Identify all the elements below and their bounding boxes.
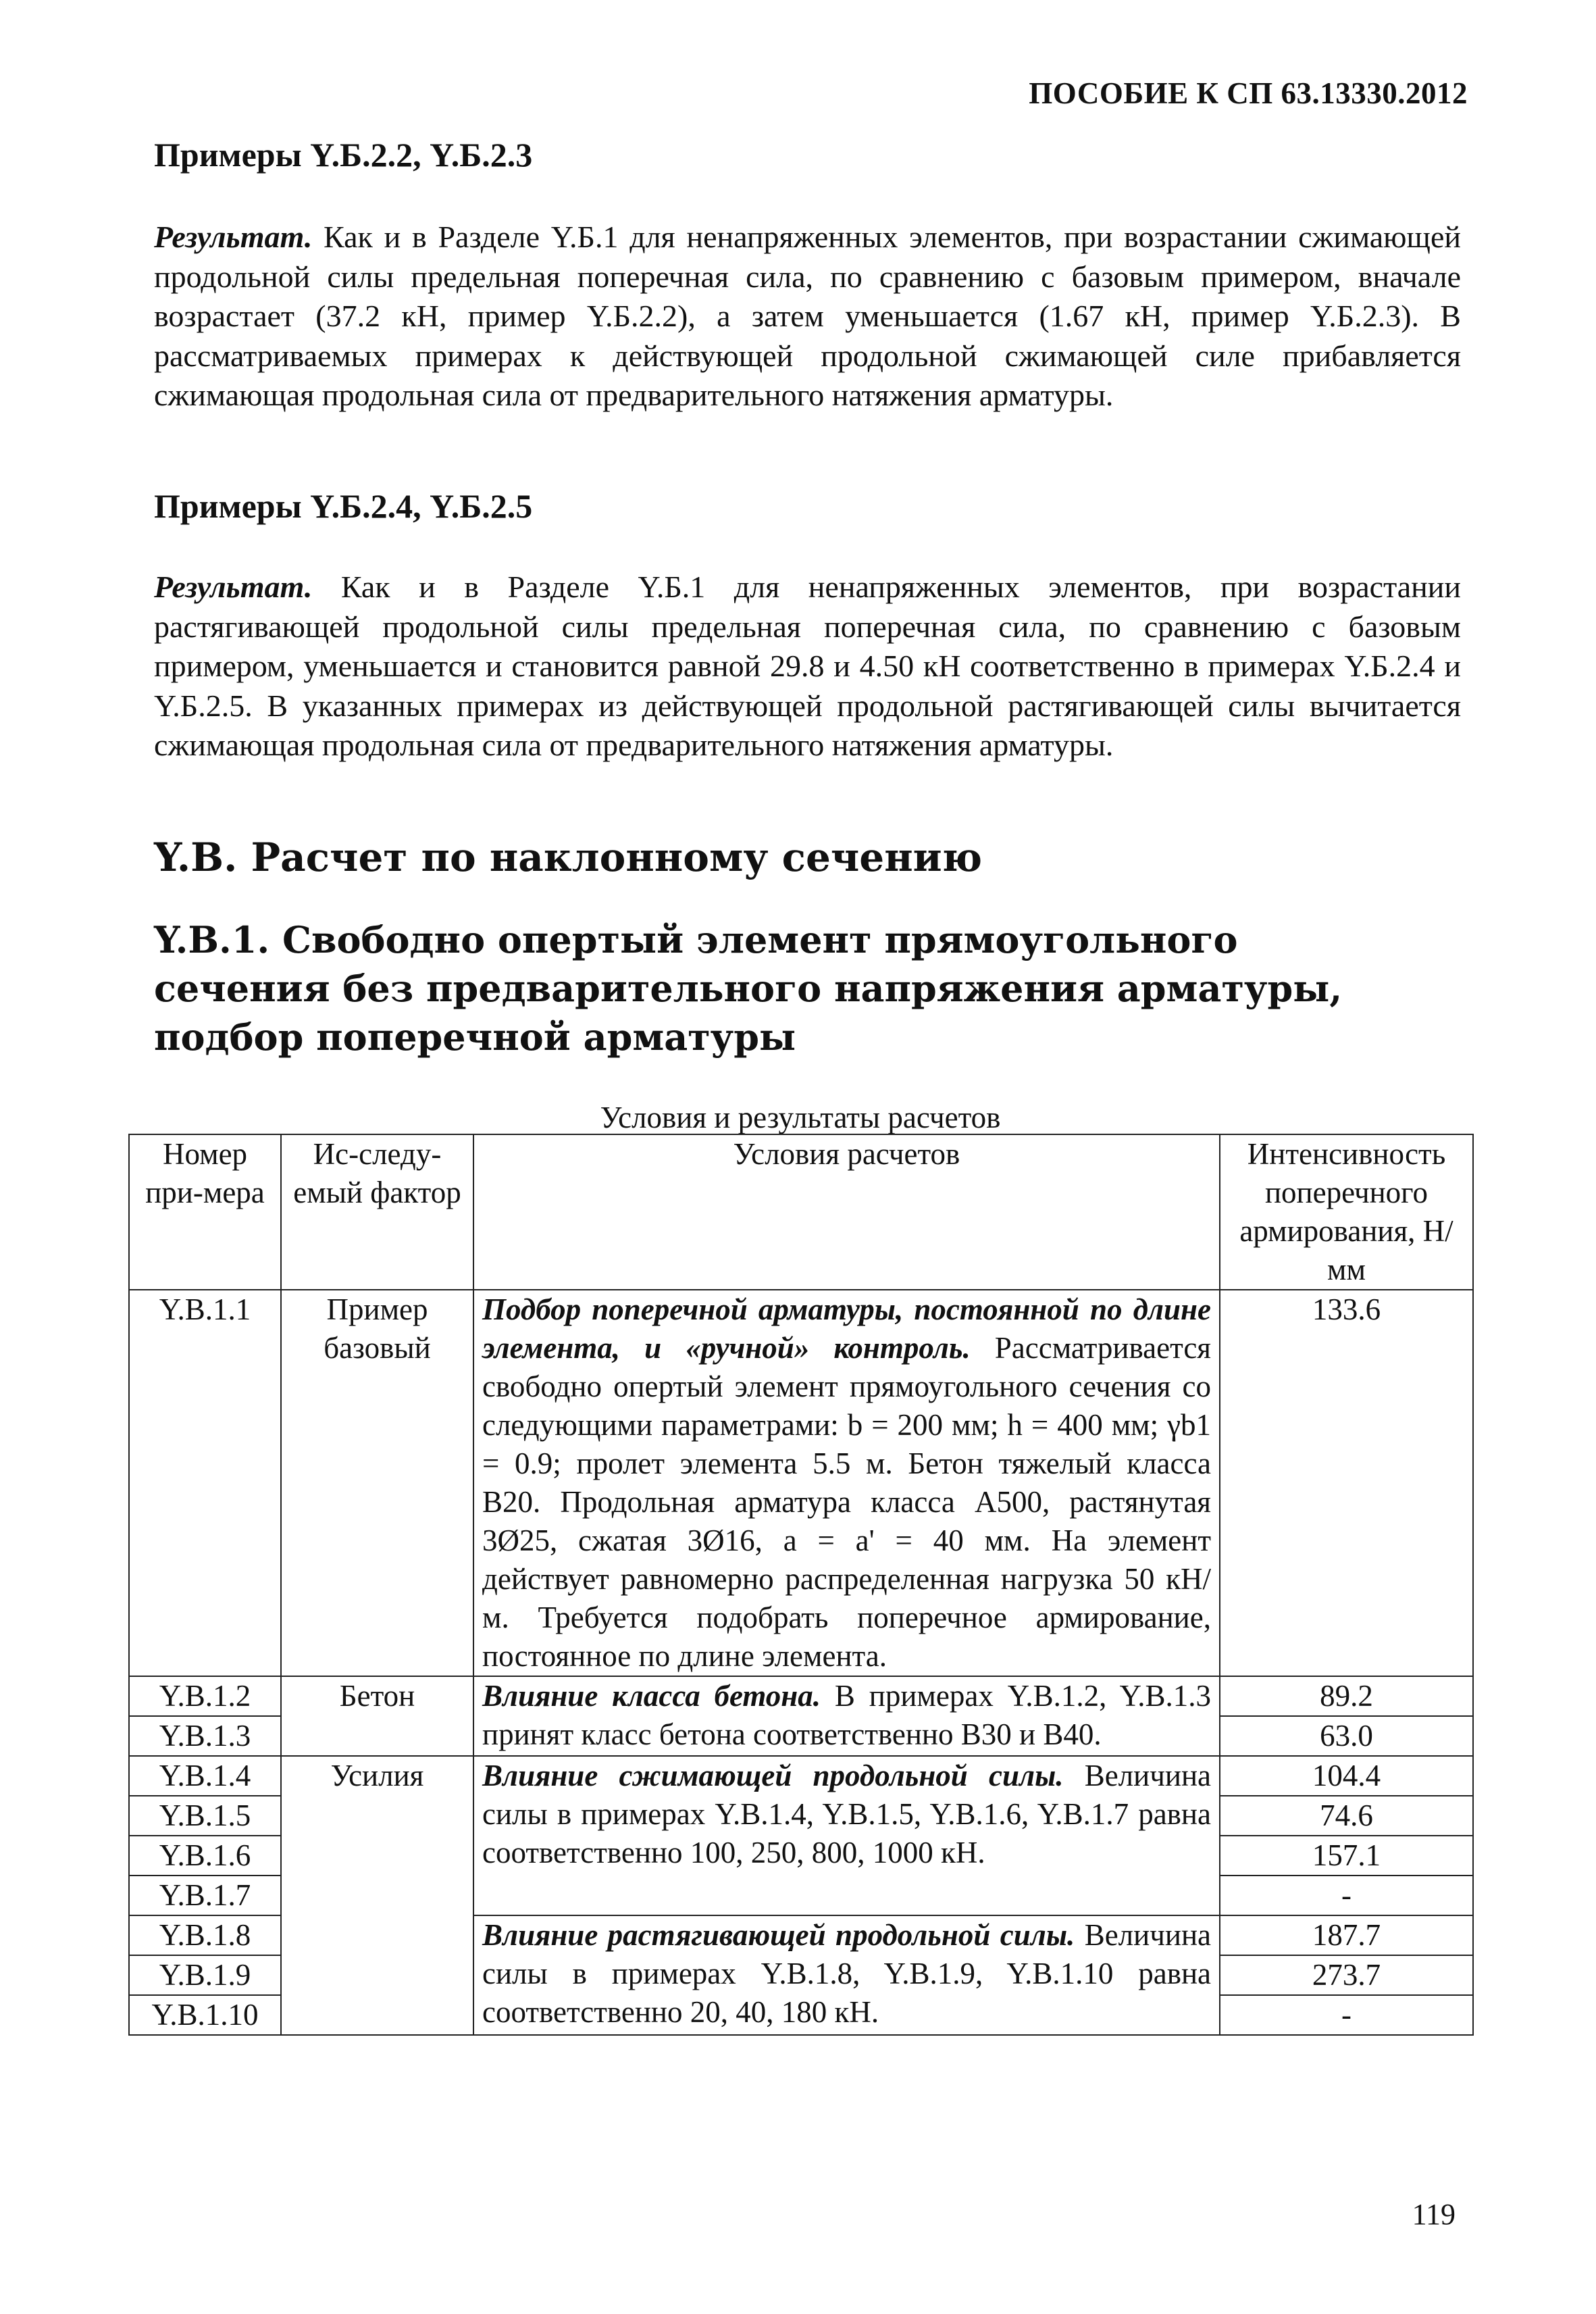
conditions-cell (473, 1676, 1220, 1756)
conditions-text: Величина силы в примерах Y.B.1.8, Y.B.1.9, Y.B.1.10 равна соответственно 20, 40, 180 кН. (482, 1918, 1211, 2029)
factor-cell: Пример базовый (281, 1290, 473, 1676)
example-number: Y.B.1.5 (129, 1796, 281, 1836)
intensity-value: 273.7 (1220, 1955, 1473, 1995)
conditions-cell (473, 1756, 1220, 1915)
sub-heading: Y.B.1. Свободно опертый элемент прямоугольного сечения без предварительного напряжения арматуры, подбор поперечной арматуры (154, 918, 1343, 1059)
intensity-value: - (1220, 1876, 1473, 1915)
header-intensity: Интенсивность поперечного армирования, Н/мм (1220, 1134, 1473, 1290)
conditions-subtitle: Влияние растягивающей продольной силы. (482, 1918, 1075, 1952)
table-row (129, 1676, 1473, 1716)
section-heading-1: Примеры Y.Б.2.2, Y.Б.2.3 (154, 136, 533, 174)
main-heading: Y.B. Расчет по наклонному сечению (154, 834, 983, 880)
intensity-value: 104.4 (1220, 1756, 1473, 1796)
example-number: Y.B.1.8 (129, 1915, 281, 1955)
table-header-row (129, 1134, 1473, 1290)
conditions-subtitle: Влияние сжимающей продольной силы. (482, 1759, 1064, 1792)
intensity-value: 63.0 (1220, 1716, 1473, 1756)
factor-cell: Усилия (281, 1756, 473, 2035)
intensity-value: - (1220, 1995, 1473, 2035)
page-number: 119 (1412, 2198, 1456, 2231)
result-text: Как и в Разделе Y.Б.1 для ненапряженных элементов, при возрастании сжимающей продольной силы предельная поперечная сила, по сравнению с базовым примером, вначале возрастает (37.2 кН, пример Y.Б.2.2), а затем уменьшается (1.67 кН, пример Y.Б.2.3). В рассматриваемых примерах к действующей продольной сжимающей силе прибавляется сжимающая продольная сила от предварительного натяжения арматуры. (154, 220, 1461, 412)
header-conditions: Условия расчетов (473, 1134, 1220, 1290)
example-number: Y.B.1.6 (129, 1836, 281, 1876)
table-row (129, 1756, 1473, 1796)
table-row (129, 1290, 1473, 1676)
conditions-subtitle: Влияние класса бетона. (482, 1679, 821, 1713)
intensity-value: 187.7 (1220, 1915, 1473, 1955)
conditions-text: Рассматривается свободно опертый элемент прямоугольного сечения со следующими параметрами: b = 200 мм; h = 400 мм; γb1 = 0.9; пролет элемента 5.5 м. Бетон тяжелый класса B20. Продольная арматура класса A500, растянутая 3Ø25, сжатая 3Ø16, a = a' = 40 мм. На элемент действует равномерно распределенная нагрузка 50 кН/м. Требуется подобрать поперечное армирование, постоянное по длине элемента. (482, 1331, 1211, 1673)
result-paragraph-1 (154, 218, 1461, 416)
example-number: Y.B.1.3 (129, 1716, 281, 1756)
results-table-body (129, 1134, 1473, 2035)
intensity-value: 89.2 (1220, 1676, 1473, 1716)
conditions-text: В примерах Y.B.1.2, Y.B.1.3 принят класс бетона соответственно B30 и B40. (482, 1679, 1211, 1751)
table-caption: Условия и результаты расчетов (600, 1101, 1001, 1134)
example-number: Y.B.1.2 (129, 1676, 281, 1716)
intensity-value: 74.6 (1220, 1796, 1473, 1836)
example-number: Y.B.1.1 (129, 1290, 281, 1676)
section-heading-2: Примеры Y.Б.2.4, Y.Б.2.5 (154, 487, 533, 525)
example-number: Y.B.1.9 (129, 1955, 281, 1995)
conditions-subtitle: Подбор поперечной арматуры, постоянной по длине элемента, и «ручной» контроль. (482, 1292, 1211, 1365)
conditions-cell (473, 1290, 1220, 1676)
result-text: Как и в Разделе Y.Б.1 для ненапряженных элементов, при возрастании растягивающей продольной силы предельная поперечная сила, по сравнению с базовым примером, уменьшается и становится равной 29.8 и 4.50 кН соответственно в примерах Y.Б.2.4 и Y.Б.2.5. В указанных примерах из действующей продольной растягивающей силы вычитается сжимающая продольная сила от предварительного натяжения арматуры. (154, 570, 1461, 762)
header-number: Номер при-мера (129, 1134, 281, 1290)
example-number: Y.B.1.4 (129, 1756, 281, 1796)
factor-cell: Бетон (281, 1676, 473, 1756)
example-number: Y.B.1.7 (129, 1876, 281, 1915)
result-paragraph-2 (154, 568, 1461, 765)
header-factor: Ис-следу-емый фактор (281, 1134, 473, 1290)
result-lead: Результат. (154, 220, 313, 254)
results-table (128, 1134, 1474, 2036)
example-number: Y.B.1.10 (129, 1995, 281, 2035)
conditions-cell (473, 1915, 1220, 2035)
intensity-value: 157.1 (1220, 1836, 1473, 1876)
result-lead: Результат. (154, 570, 313, 604)
page-header: ПОСОБИЕ К СП 63.13330.2012 (1029, 76, 1468, 110)
intensity-value: 133.6 (1220, 1290, 1473, 1676)
conditions-text: Величина силы в примерах Y.B.1.4, Y.B.1.5, Y.B.1.6, Y.B.1.7 равна соответственно 100, 250, 800, 1000 кН. (482, 1759, 1211, 1869)
